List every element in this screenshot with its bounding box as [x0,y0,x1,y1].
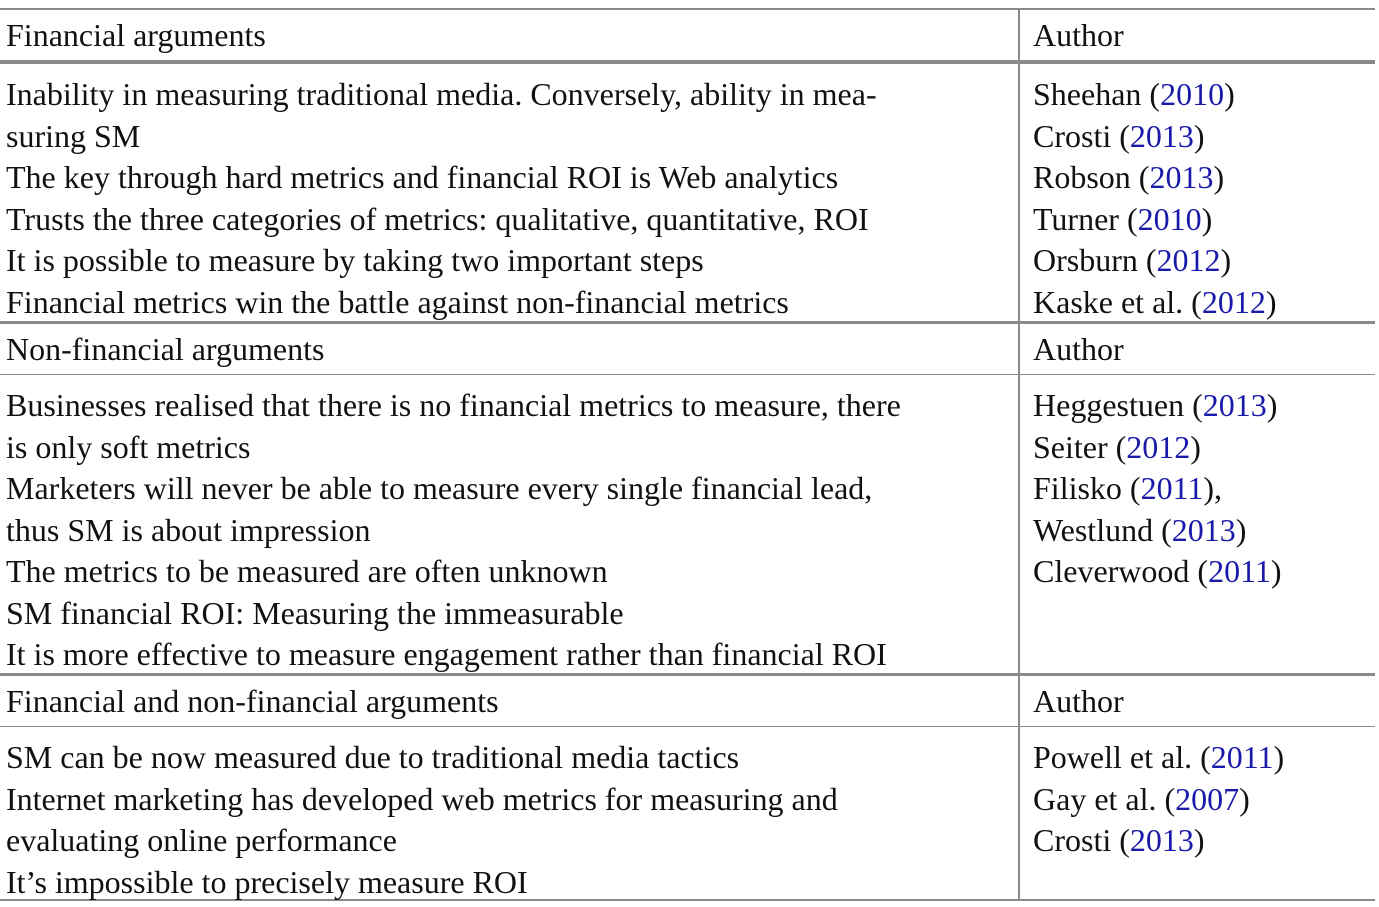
author-year-link[interactable]: 2012 [1156,242,1221,278]
author-year-link[interactable]: 2007 [1175,780,1240,817]
author-year-link[interactable]: 2013 [1129,117,1194,154]
section-header-arguments: Non-financial arguments [0,324,1020,374]
author-citation: Kaske et al. (2012) [1033,283,1277,320]
author-name: Robson [1033,159,1131,195]
author-year-link[interactable]: 2012 [1201,283,1266,320]
author-year-link[interactable]: 2013 [1202,387,1267,423]
arguments-table [0,8,1375,901]
author-name: Powell et al. [1033,739,1193,775]
authors-cell [1020,375,1375,673]
author-year-link[interactable]: 2013 [1149,159,1214,195]
arguments-cell [0,375,1020,673]
section-header [0,321,1375,375]
author-year-link[interactable]: 2010 [1160,76,1225,112]
author-year-link[interactable]: 2011 [1140,470,1204,506]
argument-line: suring SM [6,117,141,154]
author-citation: Westlund (2013) [1033,511,1247,548]
author-name: Cleverwood [1033,553,1190,589]
author-name: Heggestuen [1033,387,1185,423]
argument-line: thus SM is about impression [6,511,371,548]
author-year-link[interactable]: 2010 [1137,200,1202,237]
argument-line: SM can be now measured due to traditional media tactics [6,739,740,775]
argument-line: Trusts the three categories of metrics: qualitative, quantitative, ROI [6,200,869,237]
argument-line: evaluating online performance [6,822,397,858]
arguments-cell [0,64,1020,321]
author-name: Crosti [1033,117,1112,154]
argument-line: Inability in measuring traditional media. Conversely, ability in mea- [6,76,877,112]
author-name: Seiter [1033,428,1108,465]
author-name: Orsburn [1033,242,1138,278]
author-year-link[interactable]: 2011 [1210,739,1274,775]
author-citation: Turner (2010) [1033,200,1213,237]
argument-line: Businesses realised that there is no financial metrics to measure, there [6,387,901,423]
argument-line: Marketers will never be able to measure every single financial lead, [6,470,873,506]
author-citation: Robson (2013) [1033,159,1225,195]
argument-line: Internet marketing has developed web metrics for measuring and [6,780,838,817]
author-year-link[interactable]: 2012 [1126,428,1191,465]
section-header-arguments: Financial arguments [0,10,1020,60]
author-citation: Powell et al. (2011) [1033,739,1285,775]
argument-line: The key through hard metrics and financial ROI is Web analytics [6,159,839,195]
argument-line: SM financial ROI: Measuring the immeasurable [6,594,624,631]
argument-line: It is possible to measure by taking two important steps [6,242,704,278]
author-citation: Crosti (2013) [1033,117,1205,154]
section-body [0,375,1375,673]
argument-line: The metrics to be measured are often unknown [6,553,608,589]
section-header-arguments: Financial and non-financial arguments [0,676,1020,726]
authors-cell [1020,727,1375,899]
section-header-author: Author [1033,331,1124,367]
arguments-cell [0,727,1020,899]
author-year-link[interactable]: 2011 [1208,553,1271,589]
author-name: Westlund [1033,511,1154,548]
author-citation: Filisko (2011), [1033,470,1223,506]
author-name: Crosti [1033,822,1112,858]
section-header [0,8,1375,61]
author-citation: Crosti (2013) [1033,822,1205,858]
author-citation: Seiter (2012) [1033,428,1201,465]
section-header-author: Author [1033,17,1124,53]
author-name: Turner [1033,200,1119,237]
author-year-link[interactable]: 2013 [1171,511,1236,548]
author-citation: Sheehan (2010) [1033,76,1235,112]
author-citation: Orsburn (2012) [1033,242,1232,278]
argument-line: It is more effective to measure engagement rather than financial ROI [6,636,887,672]
argument-line: is only soft metrics [6,428,251,465]
author-citation: Gay et al. (2007) [1033,780,1250,817]
author-name: Kaske et al. [1033,283,1184,320]
author-name: Filisko [1033,470,1122,506]
argument-line: Financial metrics win the battle against non-financial metrics [6,283,789,320]
author-citation: Heggestuen (2013) [1033,387,1278,423]
author-year-link[interactable]: 2013 [1129,822,1194,858]
author-suffix: , [1214,470,1223,506]
authors-cell [1020,64,1375,321]
section-body [0,61,1375,321]
author-citation: Cleverwood (2011) [1033,553,1282,589]
section-body [0,727,1375,901]
section-header-author: Author [1033,683,1124,719]
section-header [0,673,1375,727]
author-name: Sheehan [1033,76,1142,112]
author-name: Gay et al. [1033,780,1157,817]
argument-line: It’s impossible to precisely measure ROI [6,863,528,900]
